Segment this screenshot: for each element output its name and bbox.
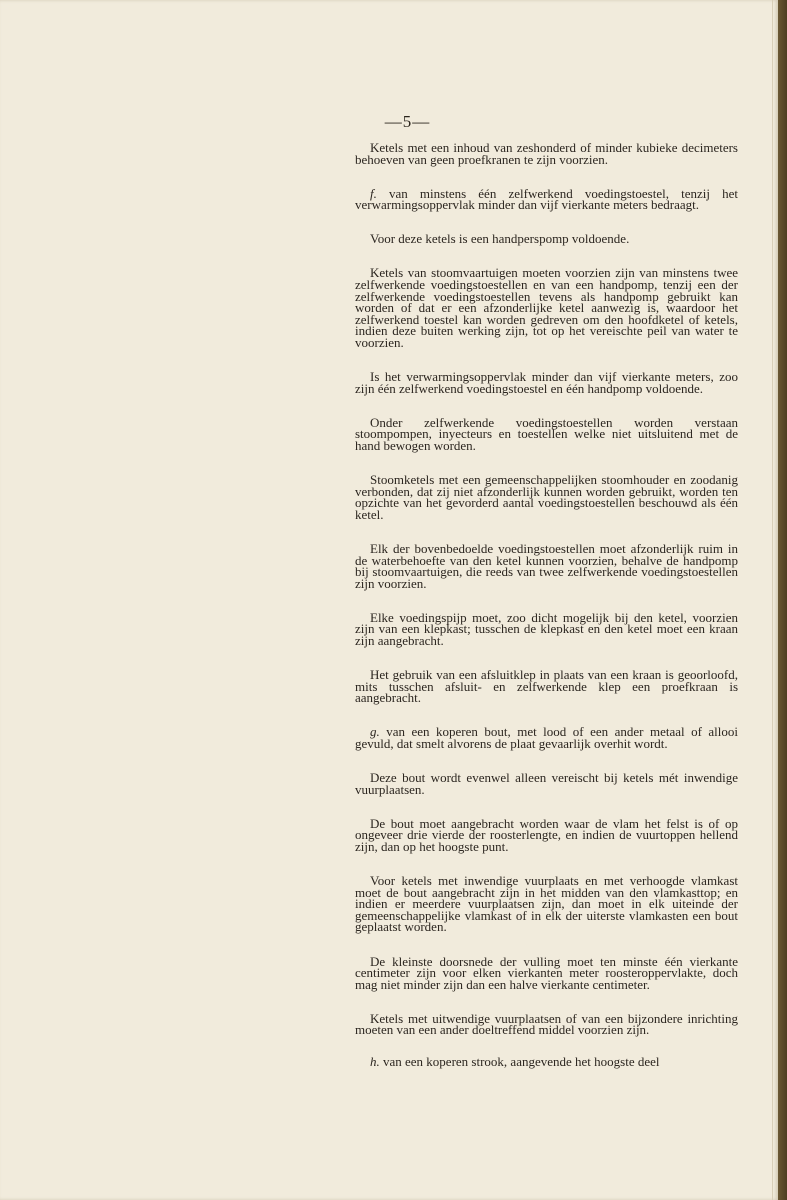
paragraph-text: van minstens één zelfwerkend voedingstoestel, tenzij het verwarmingsoppervlak minder dan vijf vierkante meters bedraagt. <box>355 185 739 213</box>
paragraph-item-g <box>355 726 738 749</box>
paragraph-handperspomp <box>355 233 738 245</box>
paragraph-waterbehoefte <box>355 540 738 591</box>
paragraph-doorsnede <box>355 953 738 992</box>
paragraph-marker: g. <box>370 724 380 740</box>
paragraph-text: Ketels met uitwendige vuurplaatsen of van een bijzondere inrichting moeten van een ander doeltreffend middel voorzien zijn. <box>355 1010 738 1038</box>
paragraph-marker: h. <box>370 1054 380 1069</box>
paragraph-text: Elke voedingspijp moet, zoo dicht mogelijk bij den ketel, voorzien zijn van een klepkast; tusschen de klepkast en den ketel moet een kraan zijn aangebracht. <box>355 609 738 649</box>
paragraph-text: van een koperen bout, met lood of een ander metaal of allooi gevuld, dat smelt alvorens de plaat gevaarlijk overhit wordt. <box>355 724 738 751</box>
paragraph-verwarmingsoppervlak <box>355 371 738 394</box>
text-column <box>355 142 738 1090</box>
paragraph-text: Het gebruik van een afsluitklep in plaats van een kraan is geoorloofd, mits tusschen afsluit- en zelfwerkende klep een proefkraan is aangebracht. <box>355 667 738 706</box>
book-edge <box>778 0 787 1200</box>
paragraph-text: Voor deze ketels is een handperspomp voldoende. <box>370 231 630 247</box>
paragraph-text: De bout moet aangebracht worden waar de vlam het felst is of op ongeveer drie vierde der roosterlengte, en indien de vuurtoppen hellend zijn, dan op het hoogste punt. <box>355 815 738 854</box>
paragraph-item-f <box>355 185 739 213</box>
paragraph-bout-plaatsing <box>355 815 738 854</box>
page-number: —5— <box>384 112 431 131</box>
paragraph-text: Is het verwarmingsoppervlak minder dan vijf vierkante meters, zoo zijn één zelfwerkend voedingstoestel en één handpomp voldoende. <box>355 369 738 396</box>
paragraph-zelfwerkende-toestellen <box>355 414 738 453</box>
paragraph-stoomhouder <box>355 474 738 520</box>
paragraph-marker: f. <box>370 185 377 201</box>
paragraph-inwendige-vuurplaatsen <box>355 772 738 795</box>
paragraph-item-h <box>355 1056 738 1068</box>
paragraph-voedingspijp <box>355 609 738 649</box>
paragraph-text: van een koperen strook, aangevende het hoogste deel <box>383 1054 660 1069</box>
paragraph-text: Voor ketels met inwendige vuurplaats en met verhoogde vlamkast moet de bout aangebracht zijn in het midden van den vlamkasttop; en indien er meerdere vuurplaatsen zijn, dan moet in elk uiteinde der gemeenschappelijke vlamkast of in elk der uiterste vlamkasten een bout geplaatst worden. <box>355 873 738 935</box>
paragraph-text: Onder zelfwerkende voedingstoestellen worden verstaan stoompompen, inyecteurs en toestellen welke niet uitsluitend met de hand bewogen worden. <box>355 414 738 453</box>
paragraph-text: Elk der bovenbedoelde voedingstoestellen moet afzonderlijk ruim in de waterbehoefte van den ketel kunnen voorzien, behalve de handpomp bij stoomvaartuigen, die reeds van twee zelfwerkende voedingstoestellen zijn voorzien. <box>355 540 738 591</box>
paragraph-text: Ketels van stoomvaartuigen moeten voorzien zijn van minstens twee zelfwerkende voedingstoestellen en van een handpomp, tenzij een der zelfwerkende voedingstoestellen tevens als handpomp gebruikt kan worden of dat er een afzonderlijke ketel aanwezig is, waardoor het zelfwerkend toestel kan worden gedreven om den hoofdketel of ketels, indien deze buiten werking zijn, tot op het vereischte peil van water te voorzien. <box>355 265 738 351</box>
paragraph-stoomvaartuigen <box>355 265 738 351</box>
paragraph-proefkranen <box>355 142 738 165</box>
paragraph-text: De kleinste doorsnede der vulling moet ten minste één vierkante centimeter zijn voor elken vierkanten meter roosteroppervlakte, doch mag niet minder zijn dan een halve vierkante centimeter. <box>355 953 738 992</box>
page-fold-line <box>772 0 773 1200</box>
paragraph-text: Stoomketels met een gemeenschappelijken stoomhouder en zoodanig verbonden, dat zij niet afzonderlijk kunnen worden gebruikt, worden ten opzichte van het gevorderd aantal voedingstoestellen beschouwd als één ketel. <box>355 472 738 522</box>
paragraph-text: Ketels met een inhoud van zeshonderd of minder kubieke decimeters behoeven van geen proefkranen te zijn voorzien. <box>355 140 738 167</box>
paragraph-afsluitklep <box>355 669 738 704</box>
paragraph-text: Deze bout wordt evenwel alleen vereischt bij ketels mét inwendige vuurplaatsen. <box>355 770 738 797</box>
paragraph-uitwendige-vuurplaatsen <box>355 1010 738 1038</box>
paragraph-vlamkast <box>355 875 738 933</box>
